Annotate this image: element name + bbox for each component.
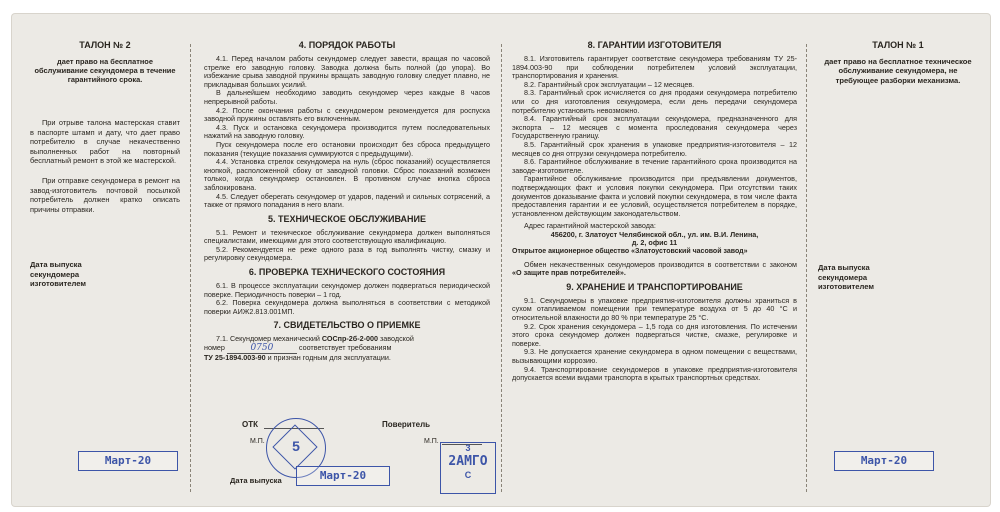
sections-8-9	[512, 40, 797, 498]
rect-stamp-bot: С	[464, 470, 472, 480]
talon-2-intro: дает право на бесплатное обслуживание секундомера в течение гарантийного срока.	[34, 57, 176, 84]
section-9-title: 9. ХРАНЕНИЕ И ТРАНСПОРТИРОВАНИЕ	[566, 281, 743, 292]
section-8-para: 8.1. Изготовитель гарантирует соответствие секундомера требованиям ТУ 25-1894.003-90 при соблюдении потребителем условий эксплуатации, транспортирования и хранения.	[512, 54, 797, 81]
section-8-para: 8.5. Гарантийный срок хранения в упаковке предприятия-изготовителя – 12 месяцев со дня отгрузки секундомера потребителю.	[512, 139, 797, 158]
acceptance-line-3	[204, 354, 490, 363]
law-name: «О защите прав потребителей».	[512, 268, 626, 278]
address-line-1: 456200, г. Златоуст Челябинской обл., ул. им. В.И. Ленина,	[550, 229, 759, 239]
section-6-para: 6.1. В процессе эксплуатации секундомер должен подвергаться периодической поверке. Периодичность поверки – 1 год.	[204, 281, 490, 299]
section-9-para: 9.2. Срок хранения секундомера – 1,5 года со дня изготовления. По истечении этого срока секундомер должен подвергаться чистке, смазке, регулировке и поверке.	[512, 321, 797, 348]
section-8-para: 8.6. Гарантийное обслуживание в течение гарантийного срока производится на заводе-изготовителе.	[512, 157, 797, 175]
talon-1-title: ТАЛОН № 1	[872, 40, 924, 50]
section-8-para: 8.4. Гарантийный срок эксплуатации секундомера, предназначенного для экспорта – 12 месяцев с момента проследования секундомера через Государственную границу.	[512, 114, 797, 141]
fold-line-center	[501, 44, 502, 492]
acceptance-text: соответствует требованиям	[298, 343, 392, 353]
otk-label: ОТК	[242, 420, 258, 429]
section-4-para: 4.5. Следует оберегать секундомер от ударов, падений и сильных сотрясений, а также от прямого попадания в него влаги.	[204, 191, 490, 210]
address-label: Адрес гарантийной мастерской завода:	[524, 221, 656, 231]
section-6-para: 6.2. Поверка секундомера должна выполняться в соответствии с методикой поверки АИЖ2.813.001МП.	[204, 298, 490, 316]
acceptance-text: 7.1. Секундомер механический	[216, 334, 320, 344]
section-4-para: В дальнейшем необходимо заводить секундомер через каждые 8 часов непрерывной работы.	[204, 88, 490, 106]
section-4-para: 4.2. После окончания работы с секундомером рекомендуется для роспуска заводной пружины оставлять его включенным.	[204, 105, 490, 124]
company-name: Открытое акционерное общество «Златоустовский часовой завод»	[512, 248, 748, 256]
section-4-title: 4. ПОРЯДОК РАБОТЫ	[298, 40, 396, 50]
mp-label: М.П.	[250, 438, 265, 445]
talon-2-text-1: При отрыве талона мастерская ставит в паспорте штамп и дату, что дает право потребителю в случае некачественно выполненных работ на повторный бесплатный ремонт в этой же мастерской.	[30, 118, 180, 166]
passport-sheet	[12, 14, 990, 506]
cut-line-right	[806, 44, 807, 492]
spec-reference: ТУ 25-1894.003-90	[204, 352, 266, 362]
section-9-para: 9.4. Транспортирование секундомеров в упаковке предприятия-изготовителя допускается всеми видами транспорта в крытых транспортных средствах.	[512, 364, 797, 383]
issue-date-stamp: Март-20	[296, 466, 390, 486]
talon-2-issue-label: Дата выпуска секундомера изготовителем	[30, 260, 86, 289]
talon-2-title: ТАЛОН № 2	[79, 40, 131, 50]
section-8-title: 8. ГАРАНТИИ ИЗГОТОВИТЕЛЯ	[587, 40, 722, 50]
section-4-para: Пуск секундомера после его остановки происходит без сброса предыдущего показания (текущие показания суммируются с предыдущими).	[204, 139, 490, 158]
acceptance-text: заводской	[380, 334, 414, 344]
talon-2-text-2: При отправке секундомера в ремонт на завод-изготовитель почтовой посылкой потребитель должен кратко описать причины отправки.	[30, 175, 180, 214]
model-number: СОСпр-2б-2-000	[321, 334, 379, 344]
talon-1-intro: дает право на бесплатное техническое обслуживание секундомера, не требующее разборки механизма.	[824, 57, 972, 85]
serial-number: 0750	[227, 344, 297, 354]
section-4-para: 4.3. Пуск и остановка секундомера производится путем последовательных нажатий на заводную головку.	[204, 122, 490, 141]
section-8-para: Гарантийное обслуживание производится при предъявлении документов, подтверждающих факт и условия покупки секундомера. При отсутствии таких документов доказывание факта и условий покупки секундомера, в том числе факта предоставления гарантии и ее условий, осуществляется потребителем в порядке, установленном действующим законодательством.	[512, 174, 797, 218]
section-5-para: 5.1. Ремонт и техническое обслуживание секундомера должен выполняться специалистами, имеющими для этого соответствующую квалификацию.	[204, 227, 490, 246]
verifier-label: Поверитель	[382, 420, 431, 429]
section-6-title: 6. ПРОВЕРКА ТЕХНИЧЕСКОГО СОСТОЯНИЯ	[248, 267, 446, 278]
round-stamp-mark: 5	[292, 438, 300, 454]
exchange-text: Обмен некачественных секундомеров производится в соответствии с законом	[524, 259, 797, 269]
acceptance-text: и признан годным для эксплуатации.	[267, 352, 391, 362]
talon-1-issue-label: Дата выпуска секундомера изготовителем	[818, 263, 874, 292]
talon-1	[818, 40, 978, 498]
talon-2-date-stamp: Март-20	[78, 451, 178, 471]
section-5-title: 5. ТЕХНИЧЕСКОЕ ОБСЛУЖИВАНИЕ	[268, 213, 426, 224]
verifier-rect-stamp	[440, 442, 496, 494]
section-7-title: 7. СВИДЕТЕЛЬСТВО О ПРИЕМКЕ	[273, 320, 421, 331]
section-8-para: 8.3. Гарантийный срок исчисляется со дня продажи секундомера потребителю или со дня изготовления секундомера, если день передачи секундомера потребителю установить невозможно.	[512, 88, 797, 115]
issue-date-label: Дата выпуска	[230, 476, 282, 485]
exchange-note	[512, 261, 797, 278]
talon-1-date-stamp: Март-20	[834, 451, 934, 471]
section-8-para: 8.2. Гарантийный срок эксплуатации – 12 месяцев.	[524, 79, 695, 89]
sections-4-7	[204, 40, 490, 498]
rect-stamp-top: 3	[465, 443, 471, 453]
mp-label-2: М.П.	[424, 438, 439, 445]
section-9-para: 9.1. Секундомеры в упаковке предприятия-изготовителя должны храниться в сухом отапливаемом помещении при температуре воздуха от 5 до 40 °С и относительной влажности до 80 % при температуре 25 °С.	[512, 295, 797, 323]
address-line-2: д. 2, офис 11	[631, 238, 678, 248]
talon-2	[30, 40, 180, 498]
cut-line-left	[190, 44, 191, 492]
rect-stamp-mid: 2АМГО	[448, 454, 488, 469]
section-4-para: 4.4. Установка стрелок секундомера на нуль (сброс показаний) осуществляется кнопкой, расположенной сбоку от заводной головки. Сброс показаний возможен только, когда секундомер остановлен. В противном случае кнопка сброса заблокирована.	[204, 157, 490, 192]
acceptance-text: номер	[204, 343, 225, 353]
section-4-para: 4.1. Перед началом работы секундомер следует завести, вращая по часовой стрелке его заводную головку. Заводка должна быть полной (до упора). Во избежание срыва заводной пружины вращать заводную головку следует плавно, не прикладывая больших усилий.	[204, 54, 490, 89]
section-9-para: 9.3. Не допускается хранение секундомера в одном помещении с веществами, вызывающими коррозию.	[512, 347, 797, 365]
section-5-para: 5.2. Рекомендуется не реже одного раза в год выполнять чистку, смазку и регулировку секундомера.	[204, 244, 490, 263]
